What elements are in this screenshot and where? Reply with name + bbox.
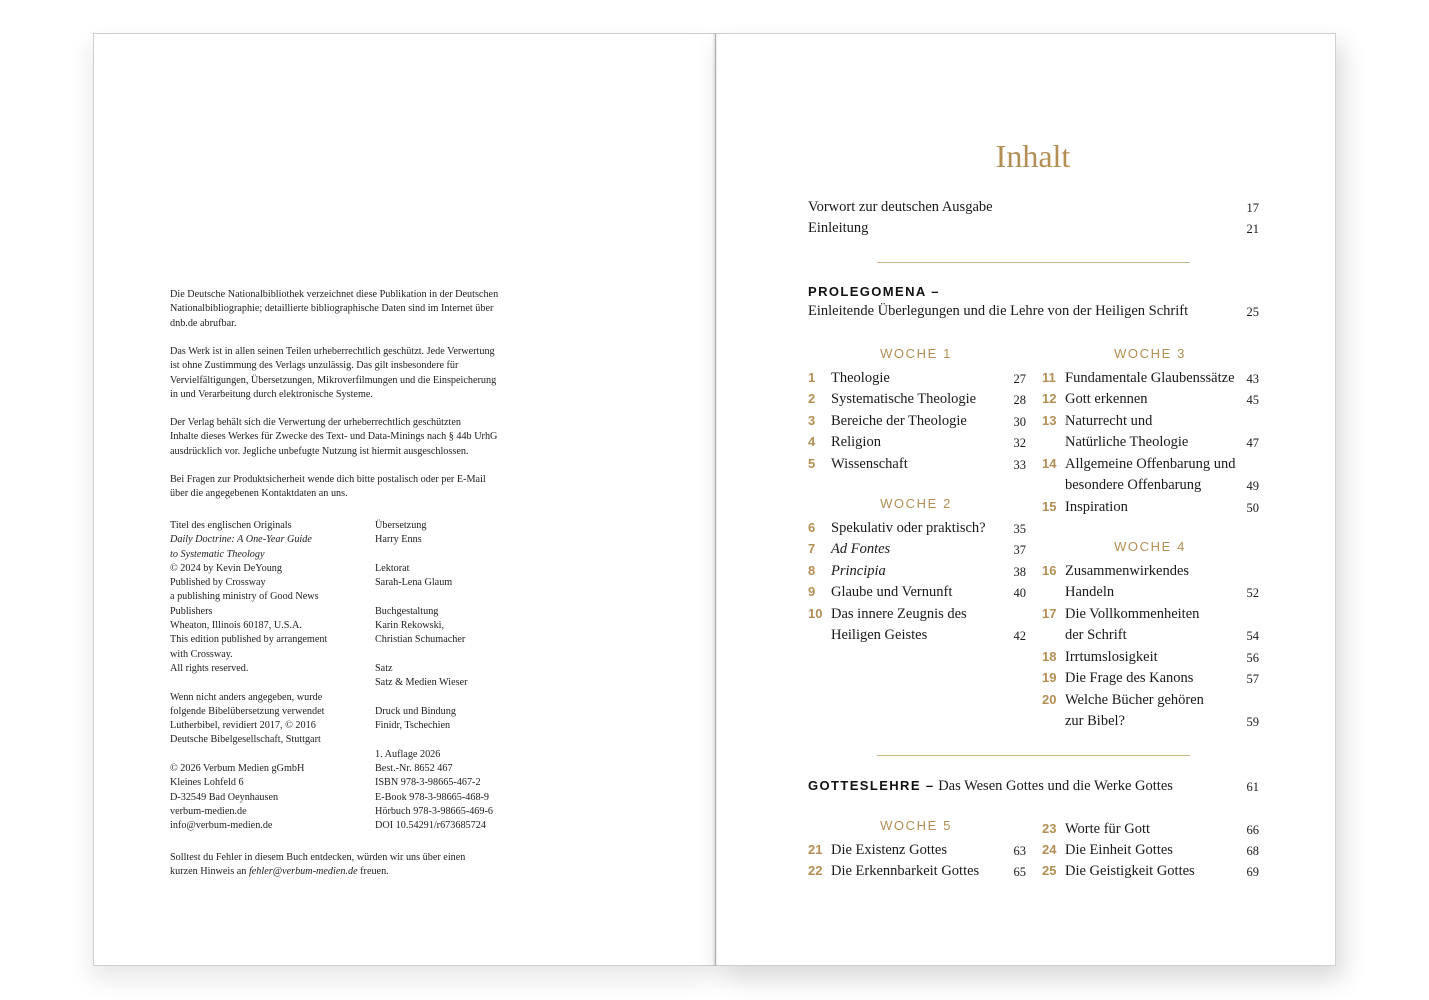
imprint-line: Das Werk ist in allen seinen Teilen urheberrechtlich geschützt. Jede Verwertung [170,346,495,357]
credit-name: Finidr, Tschechien [375,720,451,732]
entry-number: 17 [1042,606,1057,621]
credit-heading: Druck und Bindung [375,705,456,717]
week-heading: WOCHE 5 [880,818,952,833]
credit-heading: Buchgestaltung [375,605,439,617]
imprint-line: Lutherbibel, revidiert 2017, © 2016 [170,720,316,732]
credit-name: Satz & Medien Wieser [375,677,468,689]
week-heading: WOCHE 1 [880,346,952,361]
original-heading: Titel des englischen Originals [170,520,292,531]
isbn: ISBN 978-3-98665-467-2 [375,777,481,789]
entry-title: Heiligen Geistes [831,627,928,643]
imprint-line: Der Verlag behält sich die Verwertung der urheberrechtlich geschützten [170,417,461,428]
errata-note [170,851,540,880]
credit-name: Karin Rekowski, [375,620,445,632]
publisher-website: verbum-medien.de [170,805,247,817]
entry-number: 12 [1042,391,1057,406]
doi: DOI 10.54291/r673685724 [375,820,486,832]
entry-page: 33 [1013,458,1026,472]
bible-translation-block [170,691,370,748]
publisher-email: info@verbum-medien.de [170,820,273,832]
entry-title: Wissenschaft [831,456,908,472]
entry-number: 24 [1042,842,1057,857]
ebook-isbn: E-Book 978-3-98665-468-9 [375,791,490,803]
imprint-line: Wheaton, Illinois 60187, U.S.A. [170,620,302,632]
original-title-block [170,519,370,676]
entry-number: 10 [808,606,823,621]
edition-info [375,748,545,834]
entry-number: 9 [808,584,816,599]
entry-page: 69 [1246,865,1259,879]
entry-title: Glaube und Vernunft [831,584,953,600]
entry-title: Ad Fontes [831,541,891,557]
imprint-safety-paragraph [170,473,540,502]
entry-title: Gott erkennen [1065,391,1148,407]
imprint-line: in und Verarbeitung durch elektronische Systeme. [170,388,373,400]
entry-title: Die Einheit Gottes [1065,842,1173,858]
entry-title: der Schrift [1065,627,1127,643]
week-heading: WOCHE 3 [1114,346,1186,361]
entry-number: 4 [808,434,816,449]
typesetting-credit [375,662,545,691]
entry-page: 59 [1246,715,1259,729]
entry-page: 42 [1013,629,1026,643]
imprint-line: Deutsche Bibelgesellschaft, Stuttgart [170,734,321,746]
toc-title: Inhalt [995,138,1071,174]
entry-title: Das innere Zeugnis des [831,606,967,622]
entry-title: Worte für Gott [1065,821,1151,837]
entry-number: 11 [1042,370,1056,385]
translation-credit [375,519,545,548]
credit-heading: Übersetzung [375,520,427,531]
week-heading: WOCHE 4 [1114,539,1186,554]
entry-page: 66 [1246,823,1259,837]
entry-title: Spekulativ oder praktisch? [831,520,986,536]
entry-title: Naturrecht und [1065,413,1153,429]
entry-page: 49 [1246,479,1259,493]
entry-title: Irrtumslosigkeit [1065,649,1158,665]
entry-page: 27 [1013,372,1026,386]
entry-title: zur Bibel? [1065,713,1125,729]
design-credit [375,605,545,648]
entry-number: 15 [1042,499,1057,514]
entry-page: 52 [1246,586,1259,600]
errata-text: freuen. [357,866,389,878]
imprint-line: © 2024 by Kevin DeYoung [170,562,282,574]
entry-number: 18 [1042,649,1057,664]
entry-number: 7 [808,541,816,556]
entry-title: Fundamentale Glaubenssätze [1065,370,1235,386]
entry-page: 37 [1013,543,1026,557]
entry-number: 13 [1042,413,1057,428]
entry-page: 50 [1246,501,1259,515]
divider [877,262,1190,263]
divider [877,755,1190,756]
entry-title: Zusammenwirkendes [1065,563,1190,579]
entry-title: Die Geistigkeit Gottes [1065,863,1195,879]
section-subtitle: Einleitende Überlegungen und die Lehre von der Heiligen Schrift [808,303,1189,319]
imprint-line: Published by Crossway [170,577,266,589]
imprint-line: folgende Bibelübersetzung verwendet [170,705,325,717]
entry-title: Welche Bücher gehören [1065,692,1204,708]
imprint-line: über die angegebenen Kontaktdaten an uns. [170,488,348,500]
entry-title: Handeln [1065,584,1115,600]
entry-title: Theologie [831,370,890,386]
credit-name: Sarah-Lena Glaum [375,577,453,589]
toc-front-page: 21 [1246,222,1259,236]
section-subtitle: Das Wesen Gottes und die Werke Gottes [938,778,1173,794]
imprint-line: Inhalte dieses Werkes für Zwecke des Text- und Data-Minings nach § 44b UrhG [170,431,498,443]
entry-number: 21 [808,842,823,857]
section-caps: GOTTESLEHRE – [808,778,935,793]
entry-page: 38 [1013,565,1026,579]
entry-title: Religion [831,434,881,450]
credit-heading: Lektorat [375,562,410,574]
entry-page: 40 [1013,586,1026,600]
entry-number: 1 [808,370,816,385]
imprint-left-column [170,519,370,848]
toc-front-label: Einleitung [808,220,869,236]
section-page: 61 [1246,780,1259,794]
entry-number: 6 [808,520,816,535]
original-title: to Systematic Theology [170,548,265,560]
entry-page: 57 [1246,672,1259,686]
entry-number: 19 [1042,670,1057,685]
imprint-right-column [375,519,545,848]
entry-title: Die Erkennbarkeit Gottes [831,863,980,879]
imprint-line: Vervielfältigungen, Übersetzungen, Mikroverfilmungen und die Einspeicherung [170,374,497,386]
edition-line: 1. Auflage 2026 [375,748,441,760]
entry-title: Systematische Theologie [831,391,977,407]
section-heading-prolegomena: PROLEGOMENA – [808,284,940,299]
entry-page: 56 [1246,651,1259,665]
imprint-line: dnb.de abrufbar. [170,317,237,329]
entry-number: 22 [808,863,823,878]
imprint-line: Bei Fragen zur Produktsicherheit wende dich bitte postalisch oder per E-Mail [170,474,486,485]
entry-title: Die Vollkommenheiten [1065,606,1200,622]
original-title: Daily Doctrine: A One-Year Guide [170,534,312,546]
entry-title: Die Frage des Kanons [1065,670,1194,686]
entry-page: 63 [1013,844,1026,858]
entry-number: 14 [1042,456,1057,471]
imprint-copyright-paragraph [170,345,540,402]
section-page: 25 [1246,305,1259,319]
entry-page: 68 [1246,844,1259,858]
imprint-line [170,865,540,879]
entry-number: 16 [1042,563,1057,578]
credit-name: Christian Schumacher [375,634,466,646]
entry-page: 32 [1013,436,1026,450]
imprint-dnb-paragraph [170,288,540,331]
entry-page: 45 [1246,393,1259,407]
entry-number: 25 [1042,863,1057,878]
audiobook-isbn: Hörbuch 978-3-98665-469-6 [375,805,493,817]
credit-name: Harry Enns [375,534,422,546]
entry-page: 28 [1013,393,1026,407]
imprint-line: Wenn nicht anders angegeben, wurde [170,691,323,703]
imprint-line: Nationalbibliographie; detaillierte bibliographische Daten sind im Internet über [170,303,494,315]
toc-front-page: 17 [1246,201,1259,215]
entry-page: 54 [1246,629,1259,643]
entry-title: Die Existenz Gottes [831,842,947,858]
book-spine-shadow [712,33,718,966]
entry-title: Bereiche der Theologie [831,413,967,429]
imprint-line: with Crossway. [170,648,233,660]
entry-title: Principia [831,563,886,579]
imprint-line: ausdrücklich vor. Jegliche unbefugte Nutzung ist hiermit ausgeschlossen. [170,445,469,457]
imprint-line: D-32549 Bad Oeynhausen [170,791,279,803]
order-number: Best.-Nr. 8652 467 [375,763,453,775]
entry-page: 47 [1246,436,1259,450]
entry-page: 65 [1013,865,1026,879]
entry-number: 8 [808,563,816,578]
entry-title: Allgemeine Offenbarung und [1065,456,1236,472]
imprint-line: ist ohne Zustimmung des Verlags unzulässig. Das gilt insbesondere für [170,360,459,372]
imprint-line: a publishing ministry of Good News [170,591,319,603]
entry-number: 3 [808,413,816,428]
entry-page: 35 [1013,522,1026,536]
editing-credit [375,562,545,591]
entry-page: 30 [1013,415,1026,429]
section-heading-gotteslehre [808,777,1173,795]
entry-number: 5 [808,456,816,471]
entry-number: 2 [808,391,816,406]
entry-page: 43 [1246,372,1259,386]
printing-credit [375,705,545,734]
imprint-tdm-paragraph [170,416,540,459]
credit-heading: Satz [375,662,393,674]
entry-title: besondere Offenbarung [1065,477,1202,493]
errata-email: fehler@verbum-medien.de [248,866,358,878]
imprint-line: Kleines Lohfeld 6 [170,777,244,789]
imprint-line: Die Deutsche Nationalbibliothek verzeichnet diese Publikation in der Deutschen [170,289,499,300]
week-heading: WOCHE 2 [880,496,952,511]
imprint-line: This edition published by arrangement [170,634,328,646]
entry-number: 23 [1042,821,1057,836]
imprint-line: All rights reserved. [170,662,249,674]
entry-title: Inspiration [1065,499,1128,515]
errata-text: kurzen Hinweis an [170,866,249,878]
toc-front-label: Vorwort zur deutschen Ausgabe [808,199,993,215]
imprint-line: © 2026 Verbum Medien gGmbH [170,763,305,775]
publisher-block [170,762,370,833]
imprint-line: Solltest du Fehler in diesem Buch entdecken, würden wir uns über einen [170,852,466,863]
entry-title: Natürliche Theologie [1065,434,1189,450]
entry-number: 20 [1042,692,1057,707]
imprint-line: Publishers [170,605,213,617]
